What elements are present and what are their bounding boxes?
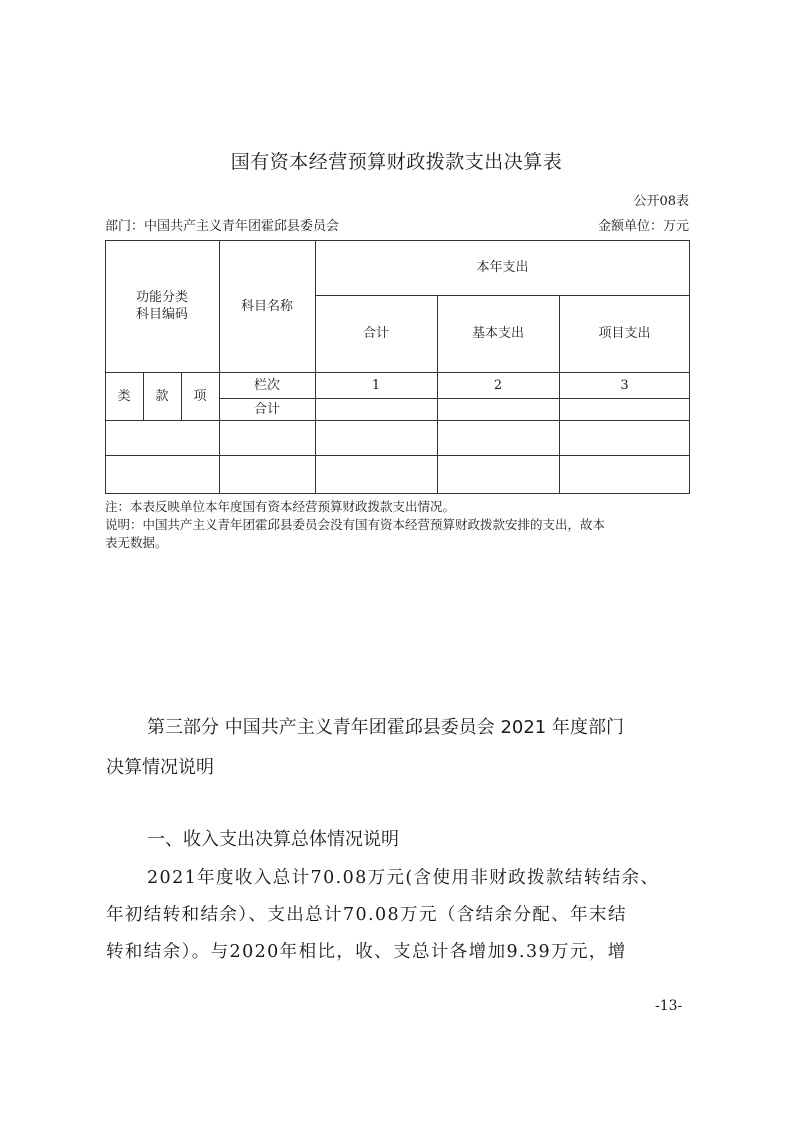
column-index-2: 2 xyxy=(493,377,503,393)
table-row-2-name xyxy=(219,455,315,493)
total-row-label: 合计 xyxy=(253,401,280,417)
table-title: 国有资本经营预算财政拨款支出决算表 xyxy=(230,151,563,173)
department-label: 部门：中国共产主义青年团霍邱县委员会 xyxy=(105,219,340,234)
table-row-1-code xyxy=(105,420,219,455)
header-item: 项 xyxy=(193,388,207,404)
amount-unit-label: 金额单位：万元 xyxy=(597,219,689,234)
paragraph-line-3: 转和结余）。与2020年相比，收、支总计各增加9.39万元，增 xyxy=(106,942,627,962)
page-number: -13- xyxy=(655,998,683,1014)
table-row-2-code xyxy=(105,455,219,493)
section-heading: 一、收入支出决算总体情况说明 xyxy=(147,829,399,850)
paragraph-line-1: 2021年度收入总计70.08万元(含使用非财政拨款结转结余、 xyxy=(147,868,660,888)
header-function-code-line2: 科目编码 xyxy=(135,307,188,322)
table-explanation-line2: 表无数据。 xyxy=(105,535,168,550)
header-total: 合计 xyxy=(362,326,389,341)
column-index-label: 栏次 xyxy=(253,377,280,393)
part-title-line1: 第三部分 中国共产主义青年团霍邱县委员会 2021 年度部门 xyxy=(147,717,624,738)
column-index-3: 3 xyxy=(620,377,629,393)
header-function-code-line1: 功能分类 xyxy=(135,290,188,305)
column-index-1: 1 xyxy=(371,377,381,393)
table-explanation-line1: 说明：中国共产主义青年团霍邱县委员会没有国有资本经营预算财政拨款安排的支出，故本 xyxy=(105,517,606,532)
table-number: 公开08表 xyxy=(633,194,689,209)
table-note: 注：本表反映单位本年度国有资本经营预算财政拨款支出情况。 xyxy=(105,499,456,514)
header-project-expense: 项目支出 xyxy=(598,326,651,341)
part-title-line2: 决算情况说明 xyxy=(106,757,214,778)
header-basic-expense: 基本支出 xyxy=(471,326,524,341)
header-subject-name: 科目名称 xyxy=(240,298,293,314)
header-function-code xyxy=(105,240,219,372)
paragraph-line-2: 年初结转和结余）、支出总计70.08万元（含结余分配、年末结 xyxy=(106,905,627,925)
table-border-bottom xyxy=(105,493,690,494)
header-section: 款 xyxy=(155,388,169,404)
header-category: 类 xyxy=(117,388,131,404)
table-row-1-name xyxy=(219,420,315,455)
header-current-year-expense: 本年支出 xyxy=(476,260,529,275)
